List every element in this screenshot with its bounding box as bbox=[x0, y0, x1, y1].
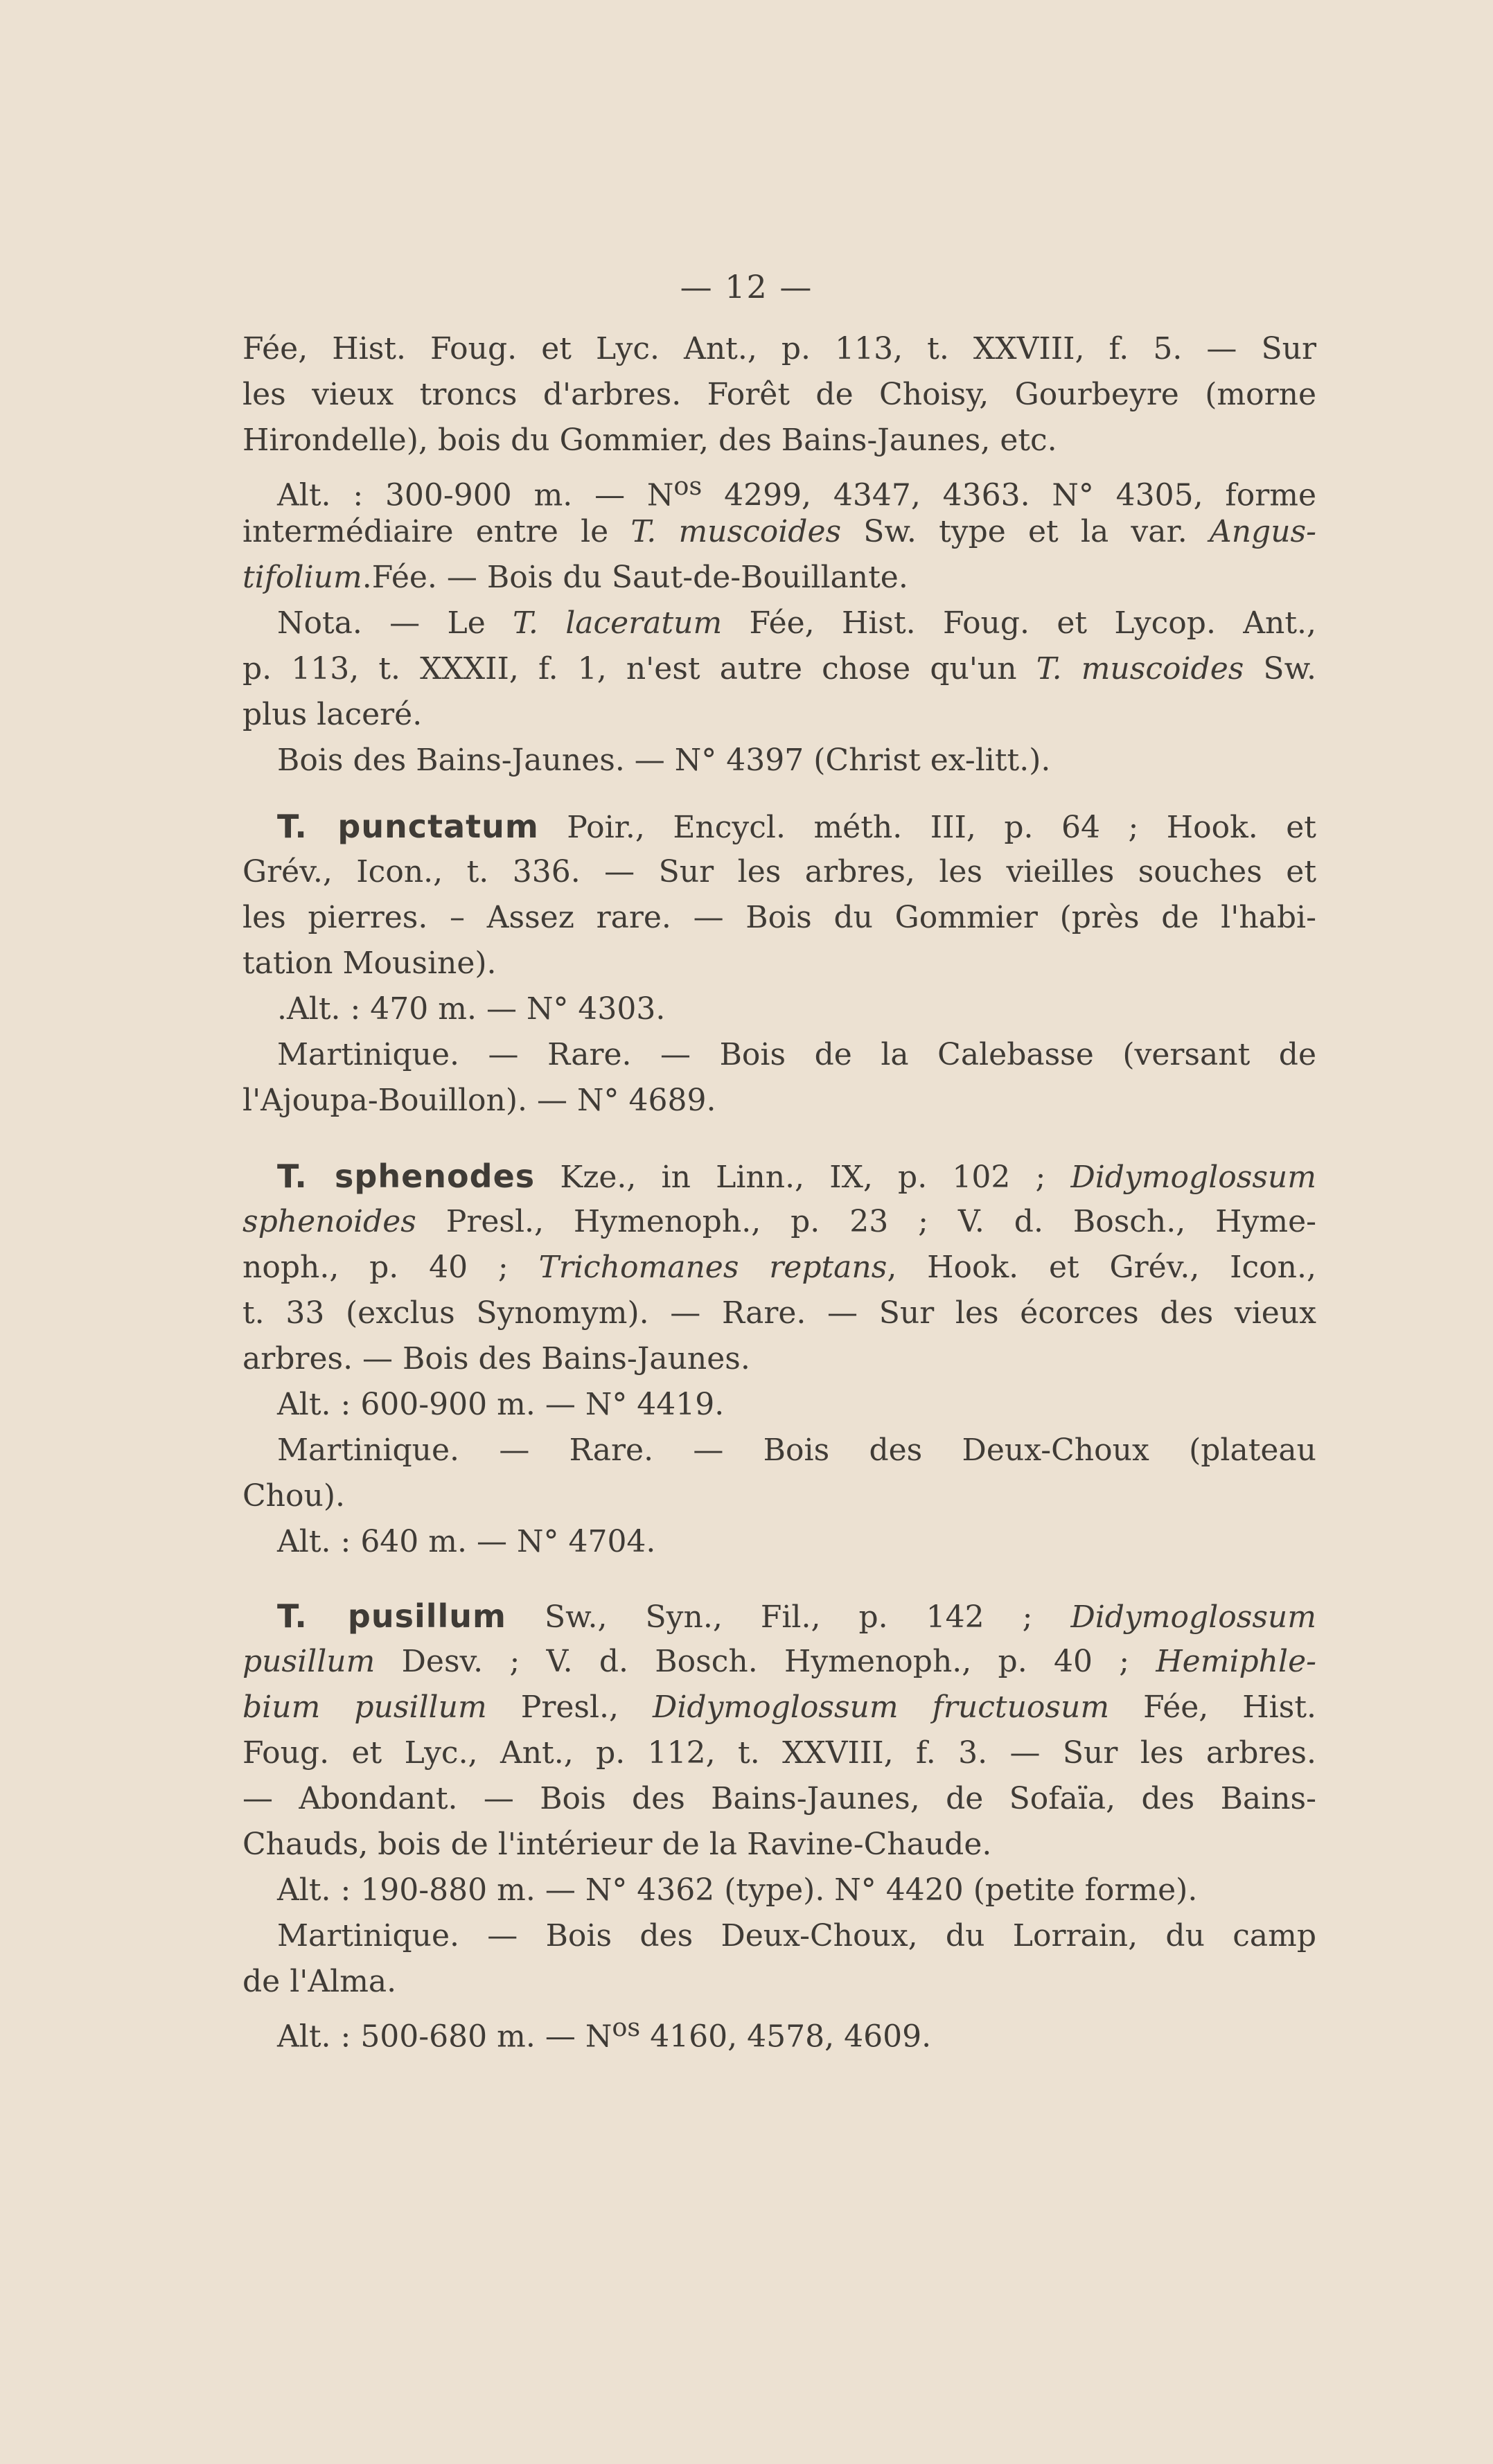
text-line: Martinique. — Bois des Deux-Choux, du Lorrain, du camp bbox=[277, 1918, 1316, 1953]
text-line: Alt. : 190-880 m. — N° 4362 (type). N° 4420 (petite forme). bbox=[277, 1872, 1198, 1908]
text-line: les vieux troncs d'arbres. Forêt de Choisy, Gourbeyre (morne bbox=[242, 377, 1316, 412]
text-line: t. 33 (exclus Synomym). — Rare. — Sur les écorces des vieux bbox=[242, 1295, 1316, 1331]
text-line: Alt. : 600-900 m. — N° 4419. bbox=[277, 1387, 725, 1422]
text-line: Alt. : 300-900 m. — $N^{os}$ 4299, 4347, 4363. N° 4305, forme bbox=[277, 471, 1317, 513]
text-line: Hirondelle), bois du Gommier, des Bains-Jaunes, etc. bbox=[242, 423, 1057, 458]
taxon-name: T. sphenodes bbox=[277, 1158, 536, 1195]
entry-sphenodes bbox=[242, 1153, 1316, 1565]
text-line: noph., p. 40 ; Trichomanes reptans, Hook. et Grév., Icon., bbox=[242, 1250, 1316, 1285]
text-line: tifolium.Fée. — Bois du Saut-de-Bouillante. bbox=[242, 560, 908, 595]
text-line: sphenoides Presl., Hymenoph., p. 23 ; V. d. Bosch., Hyme- bbox=[242, 1204, 1316, 1239]
text-line: de l'Alma. bbox=[242, 1964, 397, 1999]
text-line: Foug. et Lyc., Ant., p. 112, t. XXVIII, f. 3. — Sur les arbres. bbox=[242, 1735, 1316, 1771]
text-line: les pierres. – Assez rare. — Bois du Gommier (près de l'habi- bbox=[242, 900, 1316, 935]
taxon-name: T. punctatum bbox=[277, 808, 539, 845]
text-line: Martinique. — Rare. — Bois des Deux-Choux (plateau bbox=[277, 1433, 1316, 1468]
text-line: arbres. — Bois des Bains-Jaunes. bbox=[242, 1341, 750, 1376]
entry-pusillum bbox=[242, 1593, 1316, 2055]
text-line: pusillum Desv. ; V. d. Bosch. Hymenoph., p. 40 ; Hemiphle- bbox=[242, 1644, 1316, 1679]
entry-heading-line: T. sphenodes Kze., in Linn., IX, p. 102 ; Didymoglossum bbox=[277, 1158, 1316, 1195]
text-line: — Abondant. — Bois des Bains-Jaunes, de Sofaïa, des Bains- bbox=[242, 1781, 1316, 1816]
page-number: — 12 — bbox=[680, 268, 813, 305]
entry-heading-line: T. punctatum Poir., Encycl. méth. III, p. 64 ; Hook. et bbox=[277, 808, 1316, 845]
taxon-name: T. pusillum bbox=[277, 1597, 506, 1635]
text-line: tation Mousine). bbox=[242, 946, 497, 981]
text-line: l'Ajoupa-Bouillon). — N° 4689. bbox=[242, 1083, 716, 1118]
text-line: Martinique. — Rare. — Bois de la Calebasse (versant de bbox=[277, 1037, 1316, 1072]
entry-continuation bbox=[242, 326, 1316, 783]
entry-heading-line: T. pusillum Sw., Syn., Fil., p. 142 ; Didymoglossum bbox=[277, 1597, 1316, 1635]
nota-line: Nota. — Le T. laceratum Fée, Hist. Foug. et Lycop. Ant., bbox=[277, 605, 1316, 641]
text-line: p. 113, t. XXXII, f. 1, n'est autre chose qu'un T. muscoides Sw. bbox=[242, 651, 1317, 686]
text-line: plus laceré. bbox=[242, 697, 423, 732]
text-line: intermédiaire entre le T. muscoides Sw. type et la var. Angus- bbox=[242, 514, 1316, 549]
text-line: Alt. : 640 m. — N° 4704. bbox=[277, 1524, 656, 1559]
entry-punctatum bbox=[242, 804, 1316, 1124]
text-line: Chauds, bois de l'intérieur de la Ravine-Chaude. bbox=[242, 1827, 992, 1862]
text-line: .Alt. : 470 m. — N° 4303. bbox=[277, 991, 666, 1027]
text-line: Bois des Bains-Jaunes. — N° 4397 (Christ ex-litt.). bbox=[277, 743, 1051, 778]
text-line: Fée, Hist. Foug. et Lyc. Ant., p. 113, t. XXVIII, f. 5. — Sur bbox=[242, 331, 1316, 366]
text-line: Alt. : 500-680 m. — $N^{os}$ 4160, 4578, 4609. bbox=[277, 2012, 932, 2055]
text-line: Chou). bbox=[242, 1478, 345, 1514]
text-line: Grév., Icon., t. 336. — Sur les arbres, les vieilles souches et bbox=[242, 854, 1316, 889]
text-line: bium pusillum Presl., Didymoglossum fructuosum Fée, Hist. bbox=[242, 1690, 1316, 1725]
